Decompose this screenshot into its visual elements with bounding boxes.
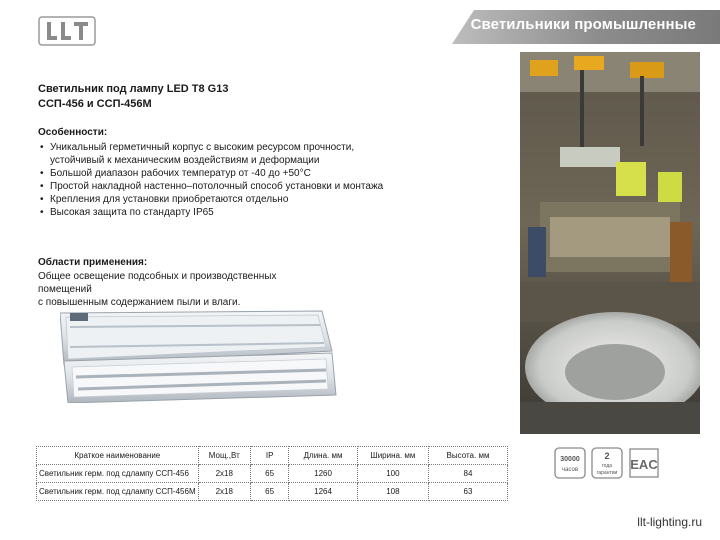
- eac-icon: [630, 449, 658, 477]
- feature-item: • Крепления для установки приобретаются отдельно: [40, 194, 289, 205]
- table-row: [37, 465, 508, 483]
- table-cell: 108: [357, 483, 428, 501]
- table-row: [37, 483, 508, 501]
- table-cell: 84: [428, 465, 507, 483]
- svg-text:30000: 30000: [560, 456, 580, 463]
- feature-item: • Высокая защита по стандарту IP65: [40, 207, 214, 218]
- table-cell: 65: [250, 483, 288, 501]
- website-link[interactable]: llt-lighting.ru: [637, 515, 702, 529]
- table-cell: Светильник герм. под сдлампу ССП-456: [37, 465, 199, 483]
- bullet-icon: •: [40, 181, 44, 192]
- page-title: Светильники промышленные: [470, 16, 696, 33]
- application-text: Общее освещение подсобных и производственных помещений с повышенным содержанием пыли и влаги.: [38, 271, 277, 308]
- table-cell: 1260: [289, 465, 357, 483]
- col-header: Длина. мм: [289, 447, 357, 465]
- application-heading: Области применения:: [38, 257, 148, 268]
- llt-logo-icon: [38, 16, 96, 46]
- svg-text:года: года: [601, 463, 613, 469]
- features-heading: Особенности:: [38, 127, 108, 138]
- col-header: Ширина. мм: [357, 447, 428, 465]
- table-cell: Светильник герм. под сдлампу ССП-456М: [37, 483, 199, 501]
- bullet-icon: •: [40, 207, 44, 218]
- spec-table: [36, 446, 508, 501]
- table-cell: 63: [428, 483, 507, 501]
- col-header: Краткое наименование: [37, 447, 199, 465]
- product-title-line1: Светильник под лампу LED T8 G13: [38, 83, 229, 95]
- table-header-row: [37, 447, 508, 465]
- svg-text:2: 2: [604, 451, 610, 461]
- svg-text:EAC: EAC: [630, 457, 658, 472]
- bullet-icon: •: [40, 194, 44, 205]
- col-header: Высота. мм: [428, 447, 507, 465]
- luminaire-image: [60, 303, 340, 403]
- warranty-icon: [592, 448, 622, 478]
- table-cell: 100: [357, 465, 428, 483]
- svg-text:гарантии: гарантии: [596, 470, 618, 476]
- bullet-icon: •: [40, 142, 44, 153]
- table-cell: 2х18: [198, 465, 250, 483]
- feature-item: • Уникальный герметичный корпус с высоким ресурсом прочности, устойчивый к механическим воздействиям и деформации: [40, 142, 355, 166]
- feature-item: • Простой накладной настенно–потолочный способ установки и монтажа: [40, 181, 384, 192]
- svg-text:часов: часов: [561, 467, 579, 473]
- col-header: Мощ.,Вт: [198, 447, 250, 465]
- factory-photo: [520, 52, 700, 434]
- certification-badges: [554, 447, 684, 481]
- product-title: [38, 82, 228, 112]
- features-list: [38, 141, 408, 219]
- product-title-line2: ССП-456 и ССП-456М: [38, 98, 152, 110]
- lifetime-hours-icon: [555, 448, 585, 478]
- table-cell: 65: [250, 465, 288, 483]
- table-cell: 2х18: [198, 483, 250, 501]
- col-header: IP: [250, 447, 288, 465]
- table-cell: 1264: [289, 483, 357, 501]
- feature-item: • Большой диапазон рабочих температур от -40 до +50°С: [40, 168, 311, 179]
- bullet-icon: •: [40, 168, 44, 179]
